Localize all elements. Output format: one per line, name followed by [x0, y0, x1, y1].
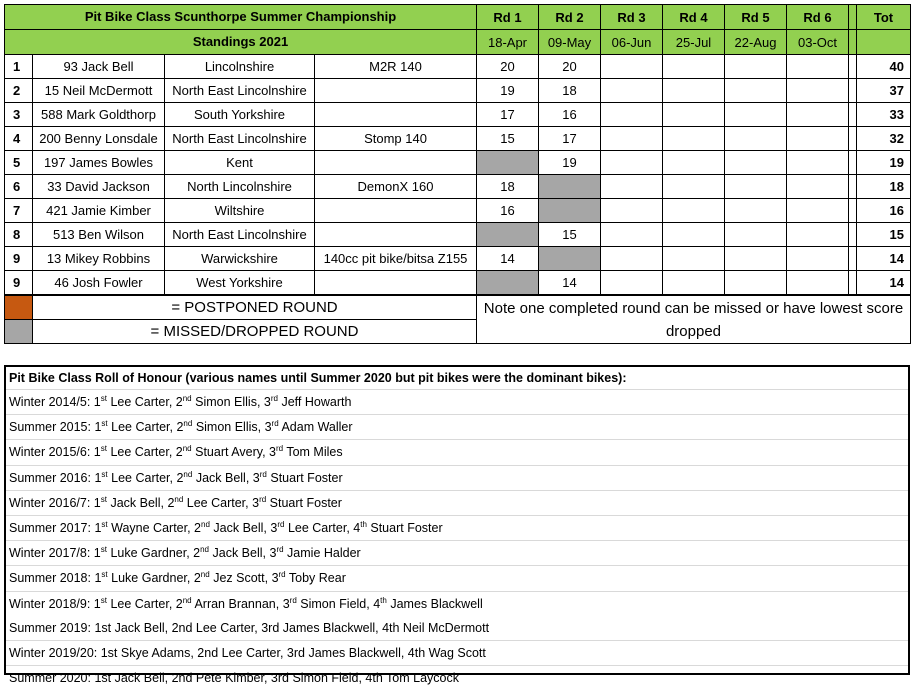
place-rider: Lee Carter — [110, 395, 169, 409]
place-suffix: st — [101, 419, 108, 429]
honour-entry: Summer 2015: 1st Lee Carter, 2nd Simon Ellis, 3rd Adam Waller — [6, 415, 908, 440]
place-rider: Jack Bell — [212, 546, 263, 561]
place-rider: Lee Carter — [110, 596, 169, 611]
spacer-cell — [849, 223, 857, 247]
round-score-cell — [477, 271, 539, 296]
round-score-cell — [601, 79, 663, 103]
round-score-cell — [601, 55, 663, 79]
round-score-cell — [787, 127, 849, 151]
title-line1: Pit Bike Class Scunthorpe Summer Championship — [5, 5, 477, 30]
round-score-cell — [787, 199, 849, 223]
position-cell: 3 — [5, 103, 33, 127]
round-score-cell — [663, 151, 725, 175]
round-score-cell: 15 — [539, 223, 601, 247]
place-number: 3 — [270, 520, 278, 535]
region-cell: Lincolnshire — [165, 55, 315, 79]
round-score-cell: 17 — [477, 103, 539, 127]
missed-swatch — [5, 320, 33, 344]
rider-cell: 13 Mikey Robbins — [33, 247, 165, 271]
total-cell: 40 — [857, 55, 911, 79]
round-header: Rd 4 — [663, 5, 725, 30]
round-score-cell: 18 — [477, 175, 539, 199]
total-cell: 16 — [857, 199, 911, 223]
place-suffix: rd — [275, 444, 284, 454]
honour-season: Winter 2018/9: — [9, 596, 91, 611]
place-number: 3 — [264, 420, 272, 435]
rider-cell: 200 Benny Lonsdale — [33, 127, 165, 151]
round-score-cell — [601, 103, 663, 127]
place-rider: Jez Scott — [213, 571, 265, 586]
place-rider: Luke Gardner — [110, 546, 187, 561]
place-number: 1 — [93, 596, 101, 611]
spacer-cell — [849, 79, 857, 103]
place-number: 2 — [193, 546, 201, 561]
place-rider: Jeff Howarth — [281, 395, 352, 409]
place-suffix: th — [360, 519, 367, 529]
total-cell: 37 — [857, 79, 911, 103]
place-number: 3 — [271, 571, 279, 586]
region-cell: North East Lincolnshire — [165, 223, 315, 247]
region-cell: Warwickshire — [165, 247, 315, 271]
place-suffix: rd — [276, 545, 284, 555]
place-rider: Simon Ellis — [195, 420, 258, 435]
place-suffix: rd — [270, 394, 278, 403]
round-score-cell — [663, 175, 725, 199]
missed-legend-label: = MISSED/DROPPED ROUND — [33, 320, 477, 344]
place-rider: Toby Rear — [288, 571, 346, 586]
postponed-legend-label: = POSTPONED ROUND — [33, 295, 477, 320]
honour-season: Winter 2014/5: — [9, 395, 91, 409]
place-suffix: nd — [183, 419, 193, 429]
honour-entry: Winter 2016/7: 1st Jack Bell, 2nd Lee Carter, 3rd Stuart Foster — [6, 491, 908, 516]
place-rider: Wayne Carter — [111, 520, 188, 535]
standings-body — [5, 55, 911, 296]
round-score-cell — [663, 55, 725, 79]
honour-heading: Pit Bike Class Roll of Honour (various names until Summer 2020 but pit bikes were the dominant bikes): — [6, 367, 908, 390]
total-cell: 19 — [857, 151, 911, 175]
place-number: 2 — [193, 571, 201, 586]
title-line2: Standings 2021 — [5, 30, 477, 55]
place-suffix: st — [100, 595, 107, 605]
round-score-cell — [787, 79, 849, 103]
rider-cell: 33 David Jackson — [33, 175, 165, 199]
total-cell: 33 — [857, 103, 911, 127]
round-score-cell — [725, 199, 787, 223]
rider-cell: 197 James Bowles — [33, 151, 165, 175]
bike-cell — [315, 199, 477, 223]
spacer-cell — [849, 127, 857, 151]
round-score-cell — [601, 199, 663, 223]
round-score-cell — [725, 247, 787, 271]
place-number: 1 — [93, 445, 101, 460]
bike-cell: DemonX 160 — [315, 175, 477, 199]
region-cell: West Yorkshire — [165, 271, 315, 296]
place-suffix: st — [100, 444, 107, 454]
round-score-cell — [787, 103, 849, 127]
round-date: 06-Jun — [601, 30, 663, 55]
honour-season: Summer 2015: — [9, 420, 91, 435]
place-suffix: st — [100, 394, 107, 403]
honour-entry: Summer 2018: 1st Luke Gardner, 2nd Jez Scott, 3rd Toby Rear — [6, 566, 908, 591]
region-cell: Kent — [165, 151, 315, 175]
spacer-cell — [849, 151, 857, 175]
place-suffix: nd — [182, 394, 192, 403]
place-rider: Jack Bell — [110, 495, 161, 510]
position-cell: 7 — [5, 199, 33, 223]
place-number: 3 — [269, 546, 277, 561]
rider-cell: 93 Jack Bell — [33, 55, 165, 79]
place-suffix: st — [100, 494, 107, 504]
standings-row — [5, 151, 911, 175]
honour-entry: Winter 2014/5: 1st Lee Carter, 2nd Simon Ellis, 3rd Jeff Howarth — [6, 390, 908, 415]
place-suffix: nd — [174, 494, 184, 504]
total-cell: 18 — [857, 175, 911, 199]
place-rider: Lee Carter — [287, 520, 347, 535]
position-cell: 4 — [5, 127, 33, 151]
bike-cell — [315, 103, 477, 127]
place-number: 1 — [93, 495, 101, 510]
spacer-cell — [849, 175, 857, 199]
round-score-cell — [601, 151, 663, 175]
rider-cell: 46 Josh Fowler — [33, 271, 165, 296]
round-score-cell — [725, 103, 787, 127]
place-number: 2 — [176, 470, 184, 485]
place-rider: Simon Ellis — [195, 395, 257, 409]
bike-cell — [315, 223, 477, 247]
round-score-cell: 15 — [477, 127, 539, 151]
place-suffix: st — [101, 570, 108, 580]
round-score-cell — [725, 79, 787, 103]
position-cell: 8 — [5, 223, 33, 247]
honour-season: Summer 2018: — [9, 571, 91, 586]
round-header: Rd 5 — [725, 5, 787, 30]
round-score-cell — [725, 151, 787, 175]
place-number: 3 — [263, 395, 271, 409]
postponed-swatch — [5, 295, 33, 320]
round-score-cell: 14 — [477, 247, 539, 271]
region-cell: North East Lincolnshire — [165, 127, 315, 151]
honour-entries — [6, 390, 908, 616]
round-score-cell — [601, 223, 663, 247]
round-score-cell — [725, 55, 787, 79]
place-suffix: nd — [183, 469, 193, 479]
honour-season: Winter 2015/6: — [9, 445, 91, 460]
round-score-cell: 16 — [539, 103, 601, 127]
honour-entry: Winter 2019/20: 1st Skye Adams, 2nd Lee Carter, 3rd James Blackwell, 4th Wag Scott — [6, 641, 908, 666]
place-suffix: nd — [182, 595, 192, 605]
round-score-cell: 17 — [539, 127, 601, 151]
honour-season: Summer 2016: — [9, 470, 91, 485]
position-cell: 2 — [5, 79, 33, 103]
place-rider: Lee Carter — [111, 420, 170, 435]
place-suffix: st — [101, 519, 108, 529]
round-score-cell — [787, 151, 849, 175]
bike-cell: M2R 140 — [315, 55, 477, 79]
round-score-cell: 16 — [477, 199, 539, 223]
place-rider: Tom Miles — [286, 445, 343, 460]
spacer-cell — [849, 247, 857, 271]
position-cell: 5 — [5, 151, 33, 175]
place-number: 4 — [353, 520, 361, 535]
place-suffix: rd — [289, 595, 297, 605]
round-score-cell: 19 — [539, 151, 601, 175]
round-score-cell: 18 — [539, 79, 601, 103]
note-text: Note one completed round can be missed or have lowest score dropped — [477, 295, 911, 344]
total-cell: 32 — [857, 127, 911, 151]
place-rider: James Blackwell — [390, 596, 483, 611]
bike-cell — [315, 271, 477, 296]
round-score-cell — [477, 151, 539, 175]
position-cell: 9 — [5, 247, 33, 271]
standings-row — [5, 223, 911, 247]
rider-cell: 513 Ben Wilson — [33, 223, 165, 247]
place-number: 1 — [94, 420, 102, 435]
place-rider: Luke Gardner — [111, 571, 187, 586]
place-rider: Jamie Halder — [287, 546, 361, 561]
place-number: 2 — [194, 520, 201, 535]
spacer-cell — [849, 30, 857, 55]
place-rider: Stuart Avery — [195, 445, 263, 460]
round-score-cell — [663, 199, 725, 223]
bike-cell — [315, 151, 477, 175]
place-number: 2 — [175, 445, 183, 460]
round-header: Rd 3 — [601, 5, 663, 30]
place-number: 1 — [94, 470, 102, 485]
round-score-cell — [725, 127, 787, 151]
place-suffix: st — [100, 545, 107, 555]
round-date: 18-Apr — [477, 30, 539, 55]
place-rider: Jack Bell — [213, 520, 264, 535]
round-score-cell — [787, 271, 849, 296]
standings-row — [5, 247, 911, 271]
honour-entry: Winter 2015/6: 1st Lee Carter, 2nd Stuart Avery, 3rd Tom Miles — [6, 440, 908, 465]
place-number: 2 — [176, 420, 184, 435]
place-rider: Lee Carter — [111, 470, 170, 485]
honour-season: Winter 2016/7: — [9, 495, 91, 510]
spacer-cell — [849, 199, 857, 223]
standings-row — [5, 199, 911, 223]
total-header-blank — [857, 30, 911, 55]
position-cell: 9 — [5, 271, 33, 296]
total-cell: 14 — [857, 271, 911, 296]
region-cell: Wiltshire — [165, 199, 315, 223]
honour-plain-entries — [6, 616, 908, 690]
rider-cell: 588 Mark Goldthorp — [33, 103, 165, 127]
round-score-cell — [787, 223, 849, 247]
standings-row — [5, 103, 911, 127]
place-rider: Jack Bell — [195, 470, 246, 485]
honour-entry: Summer 2017: 1st Wayne Carter, 2nd Jack Bell, 3rd Lee Carter, 4th Stuart Foster — [6, 516, 908, 541]
honour-season: Summer 2017: — [9, 520, 91, 535]
round-header: Rd 1 — [477, 5, 539, 30]
place-rider: Adam Waller — [281, 420, 353, 435]
region-cell: North East Lincolnshire — [165, 79, 315, 103]
standings-table — [4, 4, 911, 344]
place-rider: Simon Field — [300, 596, 367, 611]
place-number: 2 — [175, 395, 183, 409]
region-cell: South Yorkshire — [165, 103, 315, 127]
place-suffix: rd — [259, 469, 267, 479]
round-score-cell — [539, 199, 601, 223]
place-suffix: rd — [278, 570, 286, 580]
round-score-cell — [663, 79, 725, 103]
spacer-cell — [849, 103, 857, 127]
standings-row — [5, 175, 911, 199]
round-score-cell — [477, 223, 539, 247]
spacer-cell — [849, 271, 857, 296]
honour-entry: Summer 2020: 1st Jack Bell, 2nd Pete Kimber, 3rd Simon Field, 4th Tom Laycock — [9, 671, 459, 686]
round-score-cell — [539, 175, 601, 199]
round-score-cell — [663, 103, 725, 127]
round-score-cell — [725, 271, 787, 296]
bike-cell — [315, 79, 477, 103]
place-number: 1 — [93, 546, 101, 561]
position-cell: 6 — [5, 175, 33, 199]
round-score-cell: 20 — [539, 55, 601, 79]
honour-entry: Winter 2018/9: 1st Lee Carter, 2nd Arran Brannan, 3rd Simon Field, 4th James Blackwell — [9, 595, 483, 611]
place-number: 2 — [167, 495, 175, 510]
place-suffix: nd — [200, 570, 210, 580]
place-rider: Lee Carter — [186, 495, 246, 510]
total-header: Tot — [857, 5, 911, 30]
spacer-cell — [849, 55, 857, 79]
round-score-cell: 14 — [539, 271, 601, 296]
round-score-cell — [601, 127, 663, 151]
place-suffix: nd — [182, 444, 192, 454]
round-score-cell — [601, 175, 663, 199]
place-rider: Lee Carter — [110, 445, 169, 460]
round-score-cell — [787, 175, 849, 199]
rider-cell: 15 Neil McDermott — [33, 79, 165, 103]
total-cell: 14 — [857, 247, 911, 271]
round-date: 09-May — [539, 30, 601, 55]
honour-entry: Summer 2016: 1st Lee Carter, 2nd Jack Bell, 3rd Stuart Foster — [6, 466, 908, 491]
position-cell: 1 — [5, 55, 33, 79]
place-suffix: th — [380, 595, 387, 605]
place-rider: Stuart Foster — [370, 520, 443, 535]
standings-row — [5, 271, 911, 296]
round-header: Rd 6 — [787, 5, 849, 30]
place-number: 1 — [94, 520, 102, 535]
round-date: 03-Oct — [787, 30, 849, 55]
place-rider: Stuart Foster — [270, 470, 343, 485]
roll-of-honour — [4, 365, 910, 686]
round-score-cell — [787, 247, 849, 271]
place-number: 3 — [282, 596, 290, 611]
place-number: 1 — [94, 571, 102, 586]
round-score-cell — [787, 55, 849, 79]
round-score-cell — [663, 247, 725, 271]
bike-cell: 140cc pit bike/bitsa Z155 — [315, 247, 477, 271]
round-score-cell — [725, 175, 787, 199]
round-score-cell — [663, 271, 725, 296]
round-score-cell: 19 — [477, 79, 539, 103]
place-suffix: rd — [259, 494, 267, 504]
round-header: Rd 2 — [539, 5, 601, 30]
round-score-cell — [539, 247, 601, 271]
round-date: 25-Jul — [663, 30, 725, 55]
region-cell: North Lincolnshire — [165, 175, 315, 199]
place-number: 4 — [373, 596, 381, 611]
standings-row — [5, 127, 911, 151]
honour-entry: Summer 2019: 1st Jack Bell, 2nd Lee Carter, 3rd James Blackwell, 4th Neil McDermott — [6, 616, 908, 641]
round-score-cell — [601, 271, 663, 296]
round-date: 22-Aug — [725, 30, 787, 55]
place-rider: Arran Brannan — [194, 596, 276, 611]
rider-cell: 421 Jamie Kimber — [33, 199, 165, 223]
place-rider: Stuart Foster — [269, 495, 342, 510]
place-suffix: rd — [277, 519, 285, 529]
standings-row — [5, 79, 911, 103]
honour-season: Winter 2017/8: — [9, 546, 91, 561]
round-score-cell — [601, 247, 663, 271]
place-number: 1 — [93, 395, 101, 409]
place-suffix: nd — [200, 545, 210, 555]
round-score-cell — [725, 223, 787, 247]
place-number: 3 — [252, 470, 260, 485]
place-number: 2 — [175, 596, 183, 611]
round-score-cell — [663, 223, 725, 247]
place-suffix: st — [101, 469, 108, 479]
place-number: 3 — [269, 445, 276, 460]
standings-row — [5, 55, 911, 79]
spacer-cell — [849, 5, 857, 30]
honour-entry: Winter 2017/8: 1st Luke Gardner, 2nd Jack Bell, 3rd Jamie Halder — [6, 541, 908, 566]
place-number: 3 — [252, 495, 260, 510]
place-suffix: nd — [201, 519, 210, 529]
round-score-cell — [663, 127, 725, 151]
bike-cell: Stomp 140 — [315, 127, 477, 151]
place-suffix: rd — [271, 419, 279, 429]
round-score-cell: 20 — [477, 55, 539, 79]
total-cell: 15 — [857, 223, 911, 247]
